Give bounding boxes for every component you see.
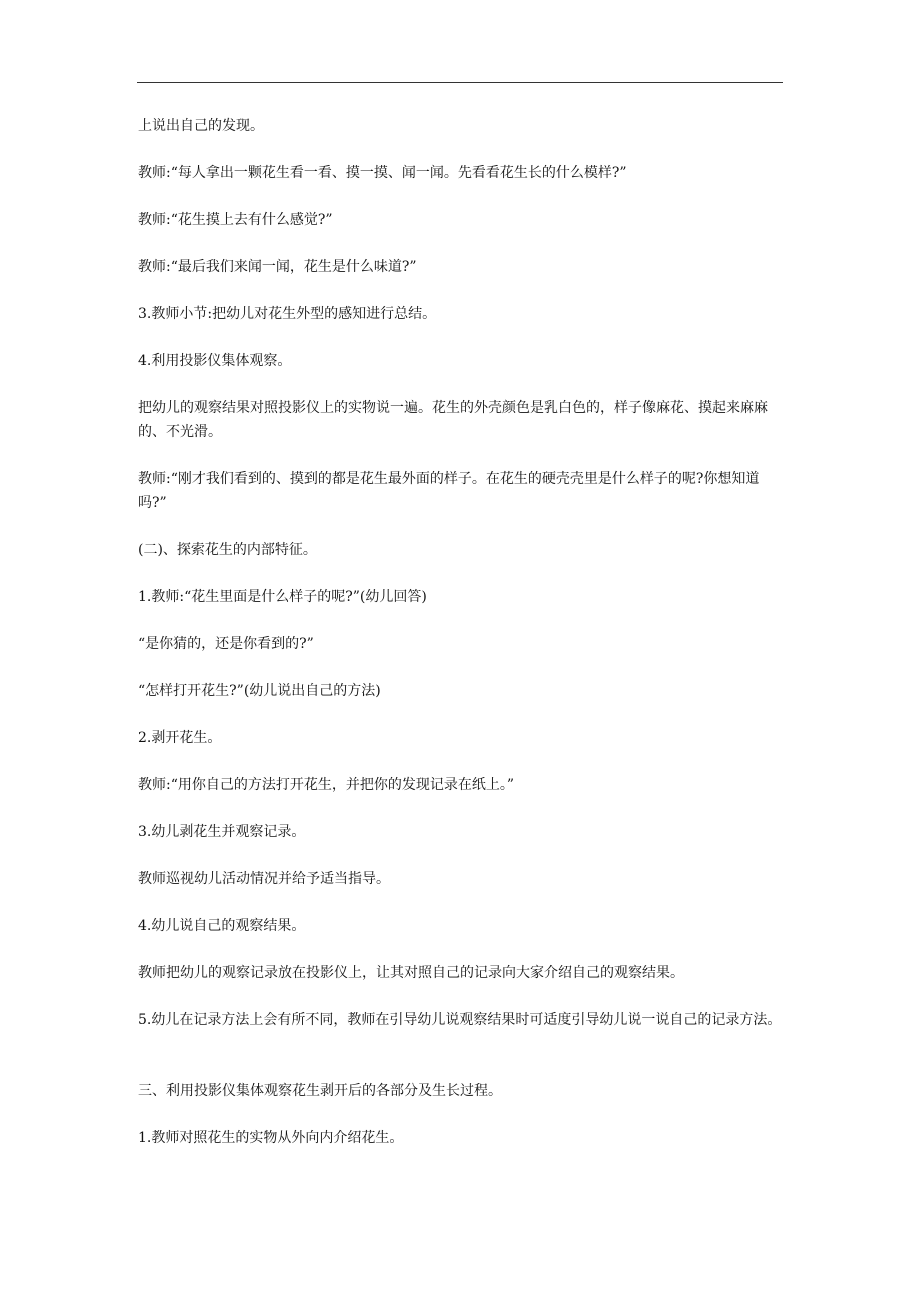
paragraph: 教师巡视幼儿活动情况并给予适当指导。 bbox=[138, 871, 390, 887]
paragraph: 教师:“花生摸上去有什么感觉?” bbox=[138, 212, 333, 228]
paragraph: 教师:“每人拿出一颗花生看一看、摸一摸、闻一闻。先看看花生长的什么模样?” bbox=[138, 165, 627, 181]
paragraph: 2.剥开花生。 bbox=[138, 730, 222, 746]
paragraph: 教师:“刚才我们看到的、摸到的都是花生最外面的样子。在花生的硬壳壳里是什么样子的呢?你想知道吗?” bbox=[138, 471, 760, 511]
document-body bbox=[138, 114, 784, 1173]
paragraph: 5.幼儿在记录方法上会有所不同，教师在引导幼儿说观察结果时可适度引导幼儿说一说自己的记录方法。 bbox=[138, 1012, 782, 1028]
paragraph: 4.利用投影仪集体观察。 bbox=[138, 353, 292, 369]
paragraph: 教师把幼儿的观察记录放在投影仪上，让其对照自己的记录向大家介绍自己的观察结果。 bbox=[138, 965, 684, 981]
paragraph: 上说出自己的发现。 bbox=[138, 118, 264, 134]
section-heading: 三、利用投影仪集体观察花生剥开后的各部分及生长过程。 bbox=[138, 1083, 502, 1099]
paragraph: 把幼儿的观察结果对照投影仪上的实物说一遍。花生的外壳颜色是乳白色的，样子像麻花、摸起来麻麻的、不光滑。 bbox=[138, 400, 768, 440]
paragraph: 1.教师对照花生的实物从外向内介绍花生。 bbox=[138, 1130, 404, 1146]
paragraph: 3.幼儿剥花生并观察记录。 bbox=[138, 824, 306, 840]
section-heading: (二)、探索花生的内部特征。 bbox=[138, 542, 317, 558]
paragraph: 教师:“用你自己的方法打开花生，并把你的发现记录在纸上。” bbox=[138, 777, 515, 793]
paragraph: “是你猜的，还是你看到的?” bbox=[138, 636, 314, 652]
paragraph: 3.教师小节:把幼儿对花生外型的感知进行总结。 bbox=[138, 306, 437, 322]
paragraph: 4.幼儿说自己的观察结果。 bbox=[138, 918, 306, 934]
paragraph: “怎样打开花生?”(幼儿说出自己的方法) bbox=[138, 683, 381, 699]
paragraph: 1.教师:“花生里面是什么样子的呢?”(幼儿回答) bbox=[138, 589, 427, 605]
paragraph: 教师:“最后我们来闻一闻，花生是什么味道?” bbox=[138, 259, 417, 275]
header-rule bbox=[137, 82, 783, 83]
